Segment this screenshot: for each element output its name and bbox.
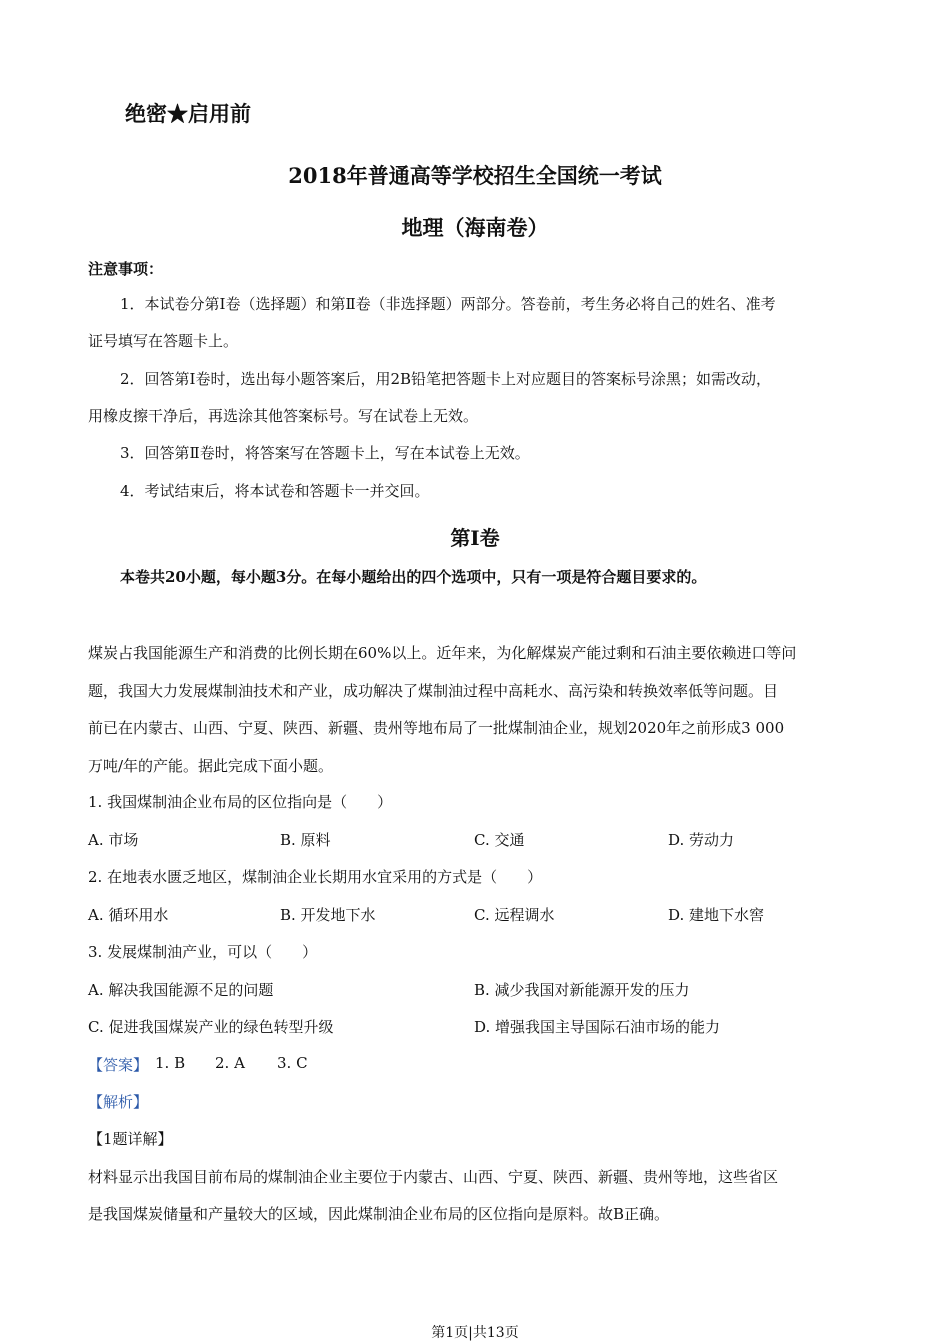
secret-mark: 绝密★启用前 <box>125 101 251 126</box>
question-option: A. 市场 <box>88 831 139 849</box>
question-option: D. 劳动力 <box>668 831 735 849</box>
answer-value: 2. A <box>215 1054 245 1072</box>
question-option: D. 建地下水窖 <box>668 906 765 924</box>
analysis-detail-title: 【1题详解】 <box>88 1130 173 1148</box>
notice-line: 2．回答第Ⅰ卷时，选出每小题答案后，用2B铅笔把答题卡上对应题目的答案标号涂黑；如需改动， <box>120 370 772 388</box>
question-option: D. 增强我国主导国际石油市场的能力 <box>474 1018 721 1036</box>
question-option: B. 开发地下水 <box>280 906 376 924</box>
question-option: C. 交通 <box>474 831 525 849</box>
material-line: 前已在内蒙古、山西、宁夏、陕西、新疆、贵州等地布局了一批煤制油企业，规划2020年之前形成3 000 <box>88 719 785 737</box>
question-stem: 2. 在地表水匮乏地区，煤制油企业长期用水宜采用的方式是（ ） <box>88 868 543 886</box>
notice-line: 证号填写在答题卡上。 <box>88 332 239 350</box>
material-line: 万吨/年的产能。据此完成下面小题。 <box>88 757 334 775</box>
section-title: 第Ⅰ卷 <box>450 526 500 550</box>
notice-heading: 注意事项： <box>88 260 164 278</box>
notice-line: 用橡皮擦干净后，再选涂其他答案标号。写在试卷上无效。 <box>88 407 479 425</box>
notice-line: 1．本试卷分第Ⅰ卷（选择题）和第Ⅱ卷（非选择题）两部分。答卷前，考生务必将自己的姓名、准考 <box>120 295 776 313</box>
page-footer: 第1页|共13页 <box>431 1325 519 1341</box>
material-line: 煤炭占我国能源生产和消费的比例长期在60%以上。近年来，为化解煤炭产能过剩和石油主要依赖进口等问 <box>88 644 797 662</box>
question-option: C. 促进我国煤炭产业的绿色转型升级 <box>88 1018 334 1036</box>
question-option: A. 解决我国能源不足的问题 <box>88 981 274 999</box>
analysis-label: 【解析】 <box>88 1093 149 1111</box>
analysis-line: 是我国煤炭储量和产量较大的区域，因此煤制油企业布局的区位指向是原料。故B正确。 <box>88 1205 670 1223</box>
section-note: 本卷共20小题，每小题3分。在每小题给出的四个选项中，只有一项是符合题目要求的。 <box>120 568 707 586</box>
question-stem: 1. 我国煤制油企业布局的区位指向是（ ） <box>88 793 393 811</box>
question-option: B. 原料 <box>280 831 331 849</box>
answer-value: 1. B <box>155 1054 186 1072</box>
question-stem: 3. 发展煤制油产业，可以（ ） <box>88 943 318 961</box>
notice-line: 4．考试结束后，将本试卷和答题卡一并交回。 <box>120 482 430 500</box>
exam-subtitle: 地理（海南卷） <box>401 215 549 240</box>
question-option: B. 减少我国对新能源开发的压力 <box>474 981 690 999</box>
answer-value: 3. C <box>277 1054 308 1072</box>
notice-line: 3．回答第Ⅱ卷时，将答案写在答题卡上，写在本试卷上无效。 <box>120 444 530 462</box>
analysis-line: 材料显示出我国目前布局的煤制油企业主要位于内蒙古、山西、宁夏、陕西、新疆、贵州等地，这些省区 <box>88 1168 779 1186</box>
question-option: C. 远程调水 <box>474 906 555 924</box>
material-line: 题，我国大力发展煤制油技术和产业，成功解决了煤制油过程中高耗水、高污染和转换效率低等问题。目 <box>88 682 779 700</box>
exam-title: 2018年普通高等学校招生全国统一考试 <box>288 163 662 188</box>
answer-label: 【答案】 <box>88 1056 149 1074</box>
question-option: A. 循环用水 <box>88 906 169 924</box>
